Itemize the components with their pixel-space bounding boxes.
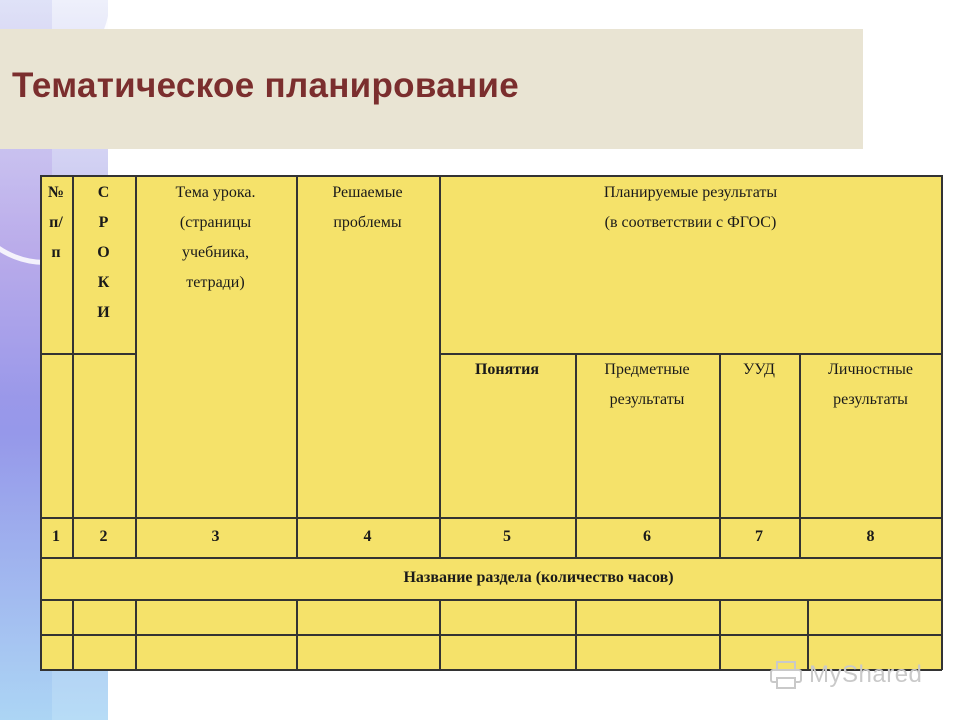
- header-num: № п/ п: [47, 184, 65, 261]
- grid-line: [439, 599, 441, 670]
- planning-table: [40, 175, 942, 670]
- grid-line: [719, 599, 721, 670]
- printer-icon: [769, 660, 803, 690]
- watermark-text: MyShared: [809, 661, 923, 688]
- section-title-row: Название раздела (количество часов): [403, 569, 674, 586]
- column-number: 3: [211, 528, 220, 545]
- header-planned-results: Планируемые результаты (в соответствии с ФГОС): [603, 184, 778, 231]
- header-topic: Тема урока. (страницы учебника, тетради): [175, 184, 256, 291]
- grid-line: [40, 353, 135, 355]
- header-terms: С Р О К И: [97, 184, 110, 321]
- grid-line: [72, 599, 74, 670]
- grid-line: [296, 599, 298, 670]
- header-subject-results: Предметные результаты: [604, 361, 690, 408]
- column-number: 4: [363, 528, 372, 545]
- watermark: [769, 658, 929, 692]
- column-number: 1: [52, 528, 60, 545]
- header-uud: УУД: [743, 361, 775, 378]
- header-concepts: Понятия: [474, 361, 540, 378]
- header-personal-results: Личностные результаты: [828, 361, 913, 408]
- column-number: 5: [503, 528, 511, 545]
- header-problems: Решаемые проблемы: [332, 184, 403, 231]
- column-number: 7: [755, 528, 763, 545]
- column-number: 2: [99, 528, 108, 545]
- page-title: Тематическое планирование: [12, 66, 520, 105]
- column-number: 8: [866, 528, 875, 545]
- column-number: 6: [643, 528, 651, 545]
- grid-line: [575, 599, 577, 670]
- grid-line: [135, 599, 137, 670]
